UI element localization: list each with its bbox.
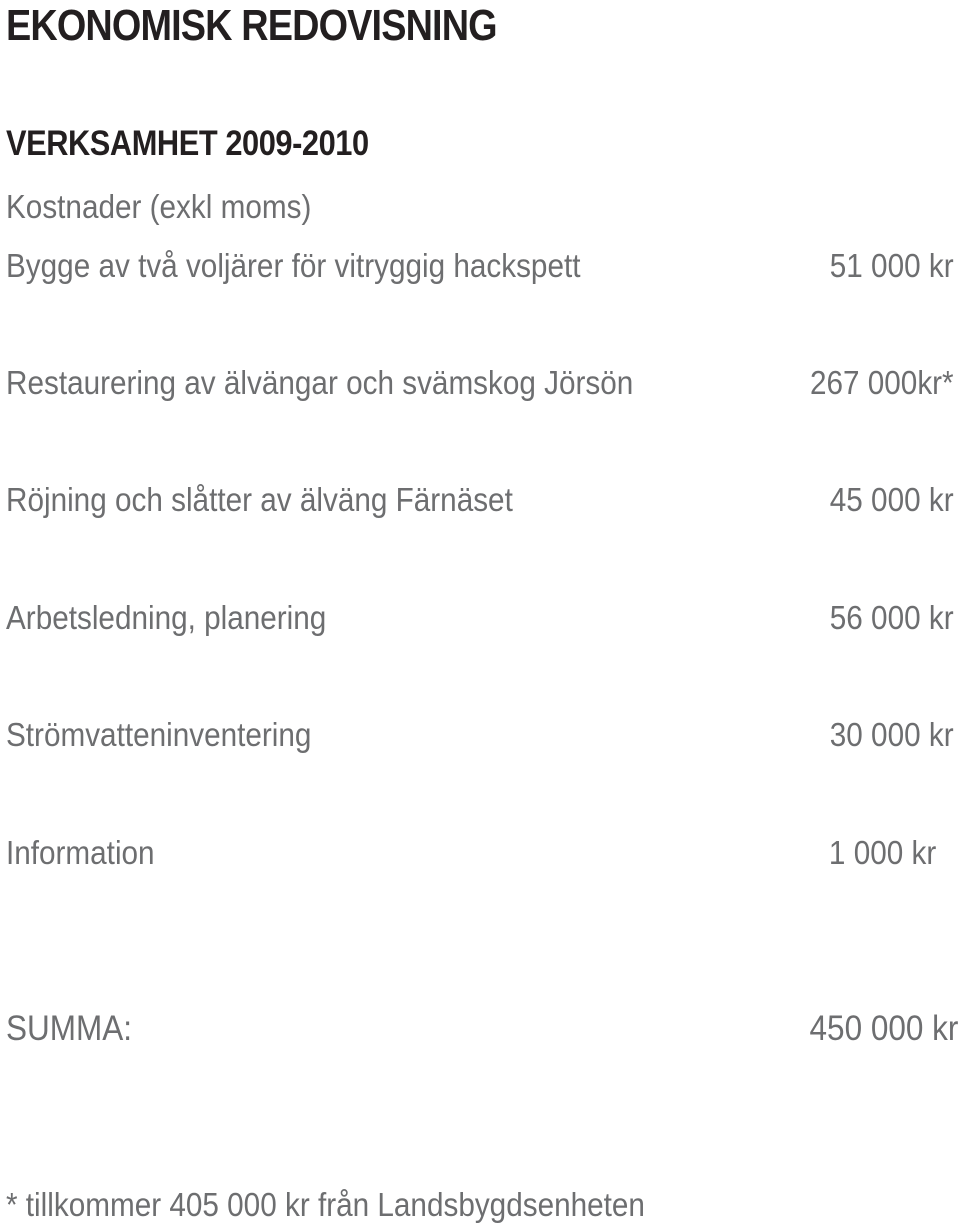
sum-label: SUMMA:: [6, 1009, 132, 1048]
section-subtitle: Kostnader (exkl moms): [6, 188, 312, 225]
cost-row-label: Information: [6, 834, 155, 871]
cost-row-label: Arbetsledning, planering: [6, 599, 327, 636]
footnote: * tillkommer 405 000 kr från Landsbygdsenheten: [6, 1186, 645, 1223]
cost-row-label: Restaurering av älvängar och svämskog Jörsön: [6, 364, 634, 401]
cost-row-arbetsledning: [6, 596, 954, 640]
cost-row-label: Röjning och slåtter av älväng Färnäset: [6, 481, 513, 518]
cost-row-amount: 1 000 kr: [828, 834, 936, 871]
section-title: VERKSAMHET 2009-2010: [6, 124, 369, 163]
cost-row-stromvatten: [6, 713, 954, 757]
cost-row-amount: 267 000kr*: [810, 364, 954, 401]
cost-row-label: Strömvatteninventering: [6, 716, 312, 753]
sum-amount: 450 000 kr: [809, 1009, 958, 1048]
sum-row: [6, 1007, 958, 1051]
cost-row-amount: 51 000 kr: [830, 247, 954, 284]
cost-row-amount: 30 000 kr: [830, 716, 954, 753]
cost-row-restaurering: [6, 361, 954, 405]
cost-row-label: Bygge av två voljärer för vitryggig hackspett: [6, 247, 581, 284]
cost-row-information: [6, 831, 936, 875]
page-title: EKONOMISK REDOVISNING: [6, 1, 497, 50]
cost-row-voljarer: [6, 244, 954, 288]
cost-row-rojning: [6, 478, 954, 522]
cost-row-amount: 45 000 kr: [830, 481, 954, 518]
cost-row-amount: 56 000 kr: [830, 599, 954, 636]
